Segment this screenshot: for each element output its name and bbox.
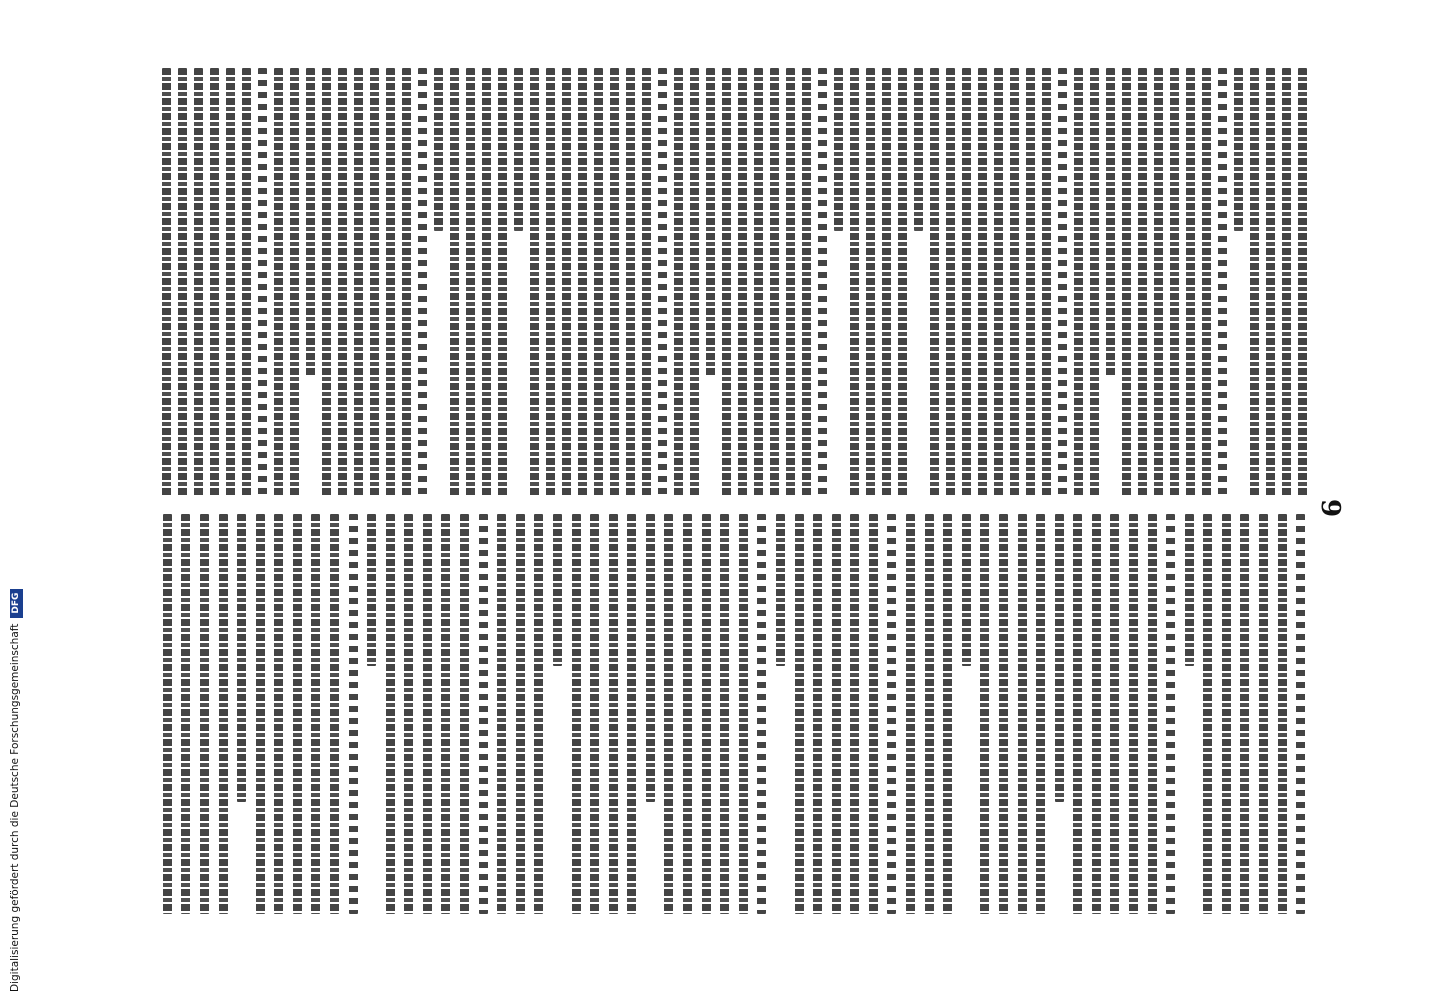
text-line — [402, 68, 411, 496]
text-line — [925, 514, 934, 914]
text-line — [1259, 514, 1268, 914]
text-line — [1170, 68, 1179, 496]
text-line — [534, 514, 543, 914]
text-line — [690, 68, 699, 496]
text-line — [813, 514, 822, 914]
text-line — [978, 68, 987, 496]
text-line — [739, 514, 748, 914]
text-line — [530, 68, 539, 496]
text-line — [578, 68, 587, 496]
text-line — [962, 514, 971, 666]
text-line — [683, 514, 692, 914]
text-line — [994, 68, 1003, 496]
text-line — [237, 514, 246, 802]
text-line — [479, 514, 488, 914]
text-line — [770, 68, 779, 496]
text-line — [738, 68, 747, 496]
text-line — [609, 514, 618, 914]
text-line — [1218, 68, 1227, 496]
text-line — [818, 68, 827, 496]
text-line — [290, 68, 299, 496]
text-line — [338, 68, 347, 496]
text-line — [162, 68, 171, 496]
text-line — [882, 68, 891, 496]
text-line — [1110, 514, 1119, 914]
text-line — [1092, 514, 1101, 914]
text-line — [1282, 68, 1291, 496]
text-line — [497, 514, 506, 914]
text-line — [163, 514, 172, 914]
text-line — [460, 514, 469, 914]
text-line — [834, 68, 843, 231]
text-line — [322, 68, 331, 496]
text-line — [482, 68, 491, 496]
text-line — [354, 68, 363, 496]
text-line — [1203, 514, 1212, 914]
text-line — [1010, 68, 1019, 496]
text-line — [720, 514, 729, 914]
text-line — [418, 68, 427, 496]
text-line — [349, 514, 358, 914]
text-line — [258, 68, 267, 496]
text-line — [1090, 68, 1099, 496]
text-line — [386, 68, 395, 496]
text-line — [832, 514, 841, 914]
text-line — [776, 514, 785, 666]
text-line — [562, 68, 571, 496]
text-line — [404, 514, 413, 914]
text-line — [664, 514, 673, 914]
text-line — [219, 514, 228, 914]
text-line — [226, 68, 235, 496]
text-column-top — [158, 68, 1310, 496]
text-line — [306, 68, 315, 376]
text-line — [658, 68, 667, 496]
text-line — [590, 514, 599, 914]
text-line — [646, 514, 655, 802]
text-line — [1278, 514, 1287, 914]
text-line — [898, 68, 907, 496]
text-line — [1073, 514, 1082, 914]
text-line — [370, 68, 379, 496]
page-number — [1315, 488, 1345, 528]
text-line — [1129, 514, 1138, 914]
text-line — [1250, 68, 1259, 496]
text-line — [754, 68, 763, 496]
text-line — [1106, 68, 1115, 376]
text-line — [210, 68, 219, 496]
text-line — [200, 514, 209, 914]
text-line — [330, 514, 339, 914]
text-line — [802, 68, 811, 496]
text-line — [1185, 514, 1194, 666]
text-line — [946, 68, 955, 496]
text-line — [311, 514, 320, 914]
text-line — [1234, 68, 1243, 231]
text-line — [722, 68, 731, 496]
text-line — [423, 514, 432, 914]
text-line — [999, 514, 1008, 914]
text-line — [516, 514, 525, 914]
text-line — [546, 68, 555, 496]
text-line — [1042, 68, 1051, 496]
text-column-bottom — [158, 514, 1310, 914]
text-line — [1138, 68, 1147, 496]
text-line — [702, 514, 711, 914]
digitization-caption — [0, 0, 21, 1000]
text-line — [962, 68, 971, 496]
text-line — [943, 514, 952, 914]
text-line — [274, 514, 283, 914]
text-line — [757, 514, 766, 914]
text-line — [850, 68, 859, 496]
text-line — [850, 514, 859, 914]
text-line — [627, 514, 636, 914]
digitization-caption-text — [9, 589, 23, 992]
text-line — [1074, 68, 1083, 496]
text-line — [293, 514, 302, 914]
text-line — [466, 68, 475, 496]
text-line — [795, 514, 804, 914]
text-line — [178, 68, 187, 496]
text-line — [1122, 68, 1131, 496]
text-line — [1298, 68, 1307, 496]
text-line — [1202, 68, 1211, 496]
text-line — [181, 514, 190, 914]
text-line — [1266, 68, 1275, 496]
text-line — [674, 68, 683, 496]
text-line — [367, 514, 376, 666]
text-line — [242, 68, 251, 496]
text-line — [1154, 68, 1163, 496]
text-line — [194, 68, 203, 496]
page-number-text: 9 — [1315, 498, 1345, 518]
text-line — [786, 68, 795, 496]
text-line — [610, 68, 619, 496]
text-line — [1055, 514, 1064, 802]
text-line — [256, 514, 265, 914]
text-line — [887, 514, 896, 914]
text-line — [980, 514, 989, 914]
text-line — [514, 68, 523, 231]
text-line — [1166, 514, 1175, 914]
text-line — [706, 68, 715, 376]
text-line — [930, 68, 939, 496]
text-line — [869, 514, 878, 914]
text-line — [1058, 68, 1067, 496]
text-line — [1296, 514, 1305, 914]
text-line — [274, 68, 283, 496]
text-line — [626, 68, 635, 496]
text-line — [1148, 514, 1157, 914]
text-line — [1018, 514, 1027, 914]
funding-credit: Digitalisierung gefördert durch die Deutsche Forschungsgemeinschaft — [9, 623, 21, 992]
text-line — [1222, 514, 1231, 914]
text-line — [914, 68, 923, 231]
text-line — [553, 514, 562, 666]
text-line — [434, 68, 443, 231]
text-line — [906, 514, 915, 914]
text-line — [866, 68, 875, 496]
text-line — [642, 68, 651, 496]
text-line — [441, 514, 450, 914]
text-line — [450, 68, 459, 496]
text-line — [594, 68, 603, 496]
text-line — [1240, 514, 1249, 914]
text-line — [572, 514, 581, 914]
text-line — [1026, 68, 1035, 496]
text-line — [386, 514, 395, 914]
text-line — [1036, 514, 1045, 914]
text-line — [1186, 68, 1195, 496]
text-line — [498, 68, 507, 496]
dfg-logo: DFG — [10, 589, 23, 618]
